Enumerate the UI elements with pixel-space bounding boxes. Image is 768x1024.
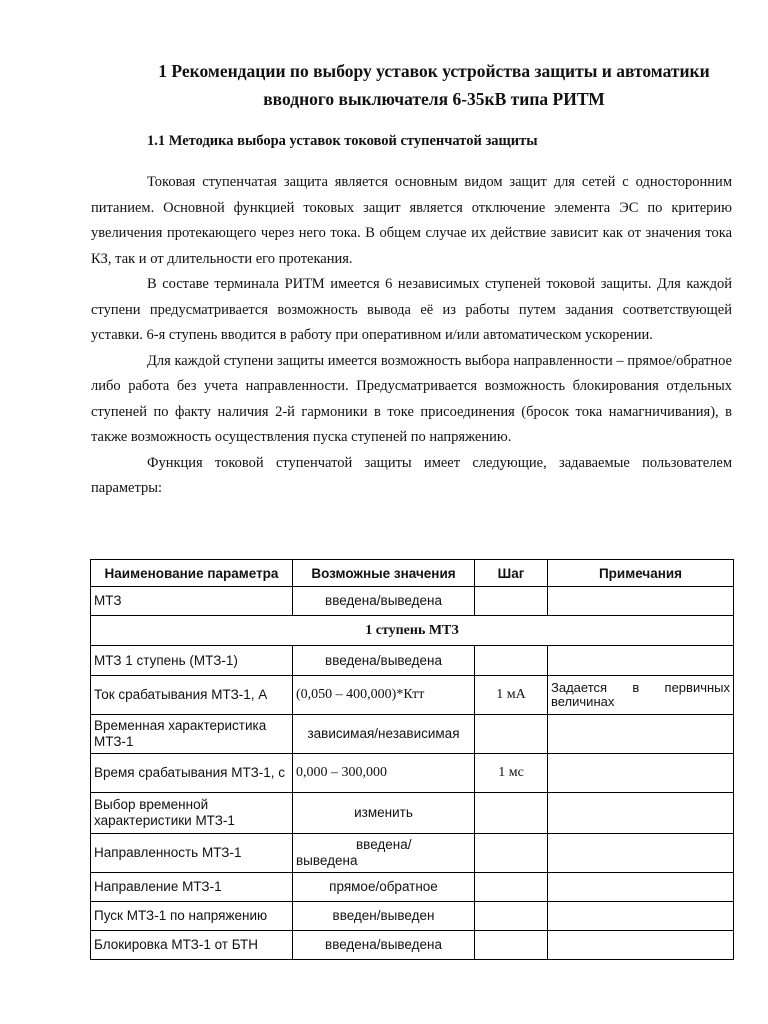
section-row bbox=[91, 616, 734, 646]
param-name: Временная характеристика МТЗ-1 bbox=[91, 715, 293, 754]
header-name: Наименование параметра bbox=[91, 560, 293, 587]
document-title bbox=[90, 57, 768, 113]
param-values: введен/выведен bbox=[293, 902, 475, 931]
param-values bbox=[293, 834, 475, 873]
param-note bbox=[548, 754, 734, 793]
param-note bbox=[548, 793, 734, 834]
param-values: введена/выведена bbox=[293, 931, 475, 960]
param-step bbox=[475, 793, 548, 834]
param-values-line-2: выведена bbox=[296, 853, 358, 868]
param-name: Блокировка МТЗ-1 от БТН bbox=[91, 931, 293, 960]
param-step bbox=[475, 873, 548, 902]
param-values: прямое/обратное bbox=[293, 873, 475, 902]
param-values: введена/выведена bbox=[293, 646, 475, 676]
param-note bbox=[548, 715, 734, 754]
table-row bbox=[91, 715, 734, 754]
table-row bbox=[91, 793, 734, 834]
table-header-row bbox=[91, 560, 734, 587]
body-text bbox=[91, 170, 732, 502]
param-step: 1 мс bbox=[475, 754, 548, 793]
param-step bbox=[475, 902, 548, 931]
param-step: 1 мА bbox=[475, 676, 548, 715]
param-name: Направление МТЗ-1 bbox=[91, 873, 293, 902]
param-name: Выбор временной характеристики МТЗ-1 bbox=[91, 793, 293, 834]
table-row bbox=[91, 587, 734, 616]
table-row bbox=[91, 873, 734, 902]
param-name: Ток срабатывания МТЗ-1, А bbox=[91, 676, 293, 715]
param-note bbox=[548, 931, 734, 960]
param-note bbox=[548, 587, 734, 616]
param-note bbox=[548, 646, 734, 676]
param-values: 0,000 – 300,000 bbox=[293, 754, 475, 793]
param-name: Пуск МТЗ-1 по напряжению bbox=[91, 902, 293, 931]
paragraph-1: Токовая ступенчатая защита является основным видом защит для сетей с односторонним питанием. Основной функцией токовых защит является отключение элемента ЭС по критерию увеличения протекающего через него тока. В общем случае их действие зависит как от значения тока КЗ, так и от длительности его протекания. bbox=[91, 174, 732, 267]
table-row bbox=[91, 931, 734, 960]
param-step bbox=[475, 715, 548, 754]
param-values: изменить bbox=[293, 793, 475, 834]
title-line-2: вводного выключателя 6-35кВ типа РИТМ bbox=[263, 89, 605, 109]
param-name: Время срабатывания МТЗ-1, с bbox=[91, 754, 293, 793]
param-note bbox=[548, 902, 734, 931]
param-name: МТЗ 1 ступень (МТЗ-1) bbox=[91, 646, 293, 676]
param-values: введена/выведена bbox=[293, 587, 475, 616]
param-values: (0,050 – 400,000)*Ктт bbox=[293, 676, 475, 715]
param-name: МТЗ bbox=[91, 587, 293, 616]
param-step bbox=[475, 931, 548, 960]
table-row bbox=[91, 676, 734, 715]
section-title: 1 ступень МТЗ bbox=[91, 616, 734, 646]
param-step bbox=[475, 646, 548, 676]
param-note bbox=[548, 834, 734, 873]
paragraph-3: Для каждой ступени защиты имеется возможность выбора направленности – прямое/обратное либо работа без учета направленности. Предусматривается возможность блокирования отдельных ступеней по факту наличия 2-й гармоники в токе присоединения (бросок тока намагничивания), в также возможность осуществления пуска ступеней по напряжению. bbox=[91, 352, 732, 445]
section-subtitle: 1.1 Методика выбора уставок токовой ступенчатой защиты bbox=[147, 133, 538, 149]
table-row bbox=[91, 754, 734, 793]
param-note bbox=[548, 873, 734, 902]
table-row bbox=[91, 646, 734, 676]
title-line-1: 1 Рекомендации по выбору уставок устройства защиты и автоматики bbox=[158, 61, 710, 81]
paragraph-2: В составе терминала РИТМ имеется 6 независимых ступеней токовой защиты. Для каждой ступени предусматривается возможность вывода её из работы путем задания соответствующей уставки. 6-я ступень вводится в работу при оперативном и/или автоматическом ускорении. bbox=[91, 276, 732, 343]
param-step bbox=[475, 587, 548, 616]
table-row bbox=[91, 902, 734, 931]
param-note: Задается в первичных величинах bbox=[548, 676, 734, 715]
param-values-line-1: введена/ bbox=[356, 837, 412, 852]
parameters-table bbox=[90, 559, 734, 960]
header-step: Шаг bbox=[475, 560, 548, 587]
paragraph-4: Функция токовой ступенчатой защиты имеет следующие, задаваемые пользователем параметры: bbox=[91, 454, 732, 496]
table-row bbox=[91, 834, 734, 873]
header-note: Примечания bbox=[548, 560, 734, 587]
param-name: Направленность МТЗ-1 bbox=[91, 834, 293, 873]
param-values: зависимая/независимая bbox=[293, 715, 475, 754]
header-values: Возможные значения bbox=[293, 560, 475, 587]
param-step bbox=[475, 834, 548, 873]
